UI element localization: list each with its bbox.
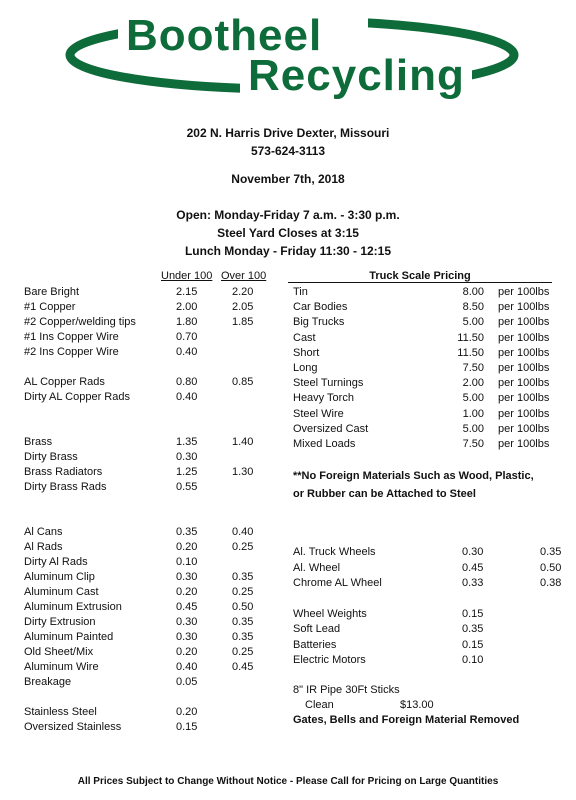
truck-unit: per 100lbs	[498, 422, 550, 435]
truck-scale-row	[0, 407, 576, 422]
price-under-100: 0.20	[176, 706, 198, 718]
truck-price: 8.00	[462, 286, 484, 298]
price-under-100: 0.80	[176, 376, 198, 388]
steel-yard-hours: Steel Yard Closes at 3:15	[217, 226, 359, 240]
price-over-100: 1.85	[232, 316, 254, 328]
material-name: AL Copper Rads	[24, 376, 105, 388]
wheel-price-b: 0.35	[540, 546, 562, 558]
bootheel-recycling-logo	[0, 0, 576, 105]
material-name: #2 Ins Copper Wire	[24, 346, 119, 358]
truck-price: 11.50	[457, 346, 484, 359]
misc-row	[0, 622, 576, 637]
truck-unit: per 100lbs	[498, 377, 550, 390]
misc-name: Batteries	[293, 638, 337, 651]
wheel-row	[0, 545, 576, 560]
truck-unit: per 100lbs	[498, 407, 550, 420]
price-over-100: 1.40	[232, 436, 254, 448]
truck-material-name: Mixed Loads	[293, 438, 356, 450]
truck-price: 8.50	[462, 301, 484, 314]
price-under-100: 1.80	[176, 316, 198, 328]
price-under-100: 0.40	[176, 346, 198, 358]
truck-price: 5.00	[462, 422, 484, 435]
price-over-100: 2.05	[232, 301, 254, 313]
truck-unit: per 100lbs	[498, 301, 550, 314]
phone: 573-624-3113	[250, 144, 326, 158]
price-row	[0, 525, 576, 540]
material-name: #2 Copper/welding tips	[24, 316, 136, 328]
material-name: Brass	[24, 436, 53, 448]
price-under-100: 2.00	[176, 301, 198, 313]
truck-material-name: Oversized Cast	[293, 422, 369, 435]
truck-price: 5.00	[462, 392, 484, 405]
price-over-100: 0.45	[232, 661, 254, 673]
price-under-100: 2.15	[176, 286, 198, 298]
truck-unit: per 100lbs	[498, 346, 550, 359]
wheel-name: Chrome AL Wheel	[293, 577, 382, 589]
truck-unit: per 100lbs	[498, 316, 550, 329]
price-under-100: 0.70	[176, 331, 198, 343]
open-hours: Open: Monday-Friday 7 a.m. - 3:30 p.m.	[176, 208, 400, 222]
price-row	[0, 450, 576, 465]
material-name: Aluminum Cast	[24, 586, 99, 598]
material-name: Aluminum Extrusion	[24, 601, 122, 613]
truck-price: 1.00	[462, 407, 484, 420]
misc-row	[0, 653, 576, 668]
price-over-100: 0.35	[232, 631, 254, 643]
truck-price: 5.00	[462, 316, 484, 329]
wheel-price-a: 0.30	[462, 546, 484, 558]
logo-text-bootheel: Bootheel	[126, 11, 323, 60]
material-name: Brass Radiators	[24, 466, 103, 478]
truck-scale-row	[0, 300, 576, 315]
lunch-hours: Lunch Monday - Friday 11:30 - 12:15	[184, 244, 392, 258]
price-under-100: 0.15	[176, 721, 198, 733]
address-block	[0, 124, 576, 160]
wheel-price-b: 0.38	[540, 577, 562, 589]
material-name: Aluminum Wire	[24, 661, 99, 673]
misc-name: Soft Lead	[293, 623, 341, 636]
wheel-name: Al. Wheel	[293, 561, 341, 574]
pipe-title: 8" IR Pipe 30Ft Sticks	[293, 684, 400, 696]
material-name: Dirty Al Rads	[24, 556, 88, 568]
material-name: #1 Copper	[24, 301, 76, 313]
wheel-price-a: 0.45	[462, 561, 484, 574]
price-under-100: 0.30	[176, 571, 198, 583]
price-over-100: 0.35	[232, 616, 254, 628]
truck-material-name: Tin	[293, 286, 308, 298]
price-under-100: 0.55	[176, 481, 198, 493]
price-under-100: 0.30	[176, 631, 198, 643]
under-100-header: Under 100	[161, 270, 213, 282]
truck-unit: per 100lbs	[498, 392, 550, 405]
truck-scale-row	[0, 376, 576, 391]
truck-material-name: Car Bodies	[293, 301, 348, 314]
foreign-materials-note: **No Foreign Materials Such as Wood, Plastic, or Rubber can be Attached to Steel	[293, 470, 534, 500]
material-name: Aluminum Painted	[24, 631, 114, 643]
truck-scale-row	[0, 315, 576, 330]
misc-price: 0.35	[462, 623, 484, 636]
truck-scale-row	[0, 346, 576, 361]
truck-price: 7.50	[462, 362, 484, 374]
misc-row	[0, 607, 576, 622]
price-under-100: 0.40	[176, 661, 198, 673]
over-100-header: Over 100	[221, 270, 267, 282]
misc-name: Wheel Weights	[293, 608, 367, 620]
misc-price: 0.15	[462, 608, 484, 620]
price-under-100: 0.30	[176, 451, 198, 463]
price-over-100: 0.25	[232, 541, 254, 553]
truck-scale-row	[0, 391, 576, 406]
misc-price: 0.10	[462, 653, 484, 666]
price-under-100: 0.45	[176, 601, 198, 613]
truck-material-name: Steel Turnings	[293, 377, 364, 390]
price-under-100: 1.25	[176, 466, 198, 478]
footer-disclaimer: All Prices Subject to Change Without Notice - Please Call for Pricing on Large Quantities	[77, 776, 499, 787]
hours-block	[0, 206, 576, 260]
wheel-row	[0, 576, 576, 591]
price-under-100: 0.20	[176, 646, 198, 658]
material-name: #1 Ins Copper Wire	[24, 331, 119, 343]
price-under-100: 0.20	[176, 586, 198, 598]
truck-unit: per 100lbs	[498, 362, 550, 374]
price-over-100: 2.20	[232, 286, 254, 298]
material-name: Al Rads	[24, 541, 63, 553]
price-over-100: 1.30	[232, 466, 254, 478]
misc-price: 0.15	[462, 638, 484, 651]
truck-scale-row	[0, 437, 576, 452]
wheel-row	[0, 561, 576, 576]
misc-name: Electric Motors	[293, 653, 366, 666]
truck-price: 2.00	[462, 377, 484, 390]
price-under-100: 0.10	[176, 556, 198, 568]
logo-text-recycling: Recycling	[248, 51, 465, 100]
truck-unit: per 100lbs	[498, 286, 550, 298]
truck-scale-row	[0, 331, 576, 346]
wheel-name: Al. Truck Wheels	[293, 546, 376, 558]
truck-scale-header: Truck Scale Pricing	[288, 270, 552, 283]
price-under-100: 0.40	[176, 391, 198, 403]
price-under-100: 0.35	[176, 526, 198, 538]
price-under-100: 0.30	[176, 616, 198, 628]
truck-scale-row	[0, 361, 576, 376]
price-under-100: 0.20	[176, 541, 198, 553]
price-over-100: 0.40	[232, 526, 254, 538]
price-over-100: 0.25	[232, 646, 254, 658]
price-over-100: 0.50	[232, 601, 254, 613]
material-name: Dirty AL Copper Rads	[24, 391, 130, 403]
truck-price: 7.50	[462, 438, 484, 450]
material-name: Stainless Steel	[24, 706, 97, 718]
material-name: Old Sheet/Mix	[24, 646, 94, 658]
price-under-100: 0.05	[176, 676, 198, 688]
misc-row	[0, 638, 576, 653]
material-name: Breakage	[24, 676, 72, 688]
truck-material-name: Steel Wire	[293, 407, 344, 420]
truck-unit: per 100lbs	[498, 331, 550, 344]
material-name: Bare Bright	[24, 286, 80, 298]
truck-unit: per 100lbs	[498, 438, 550, 450]
material-name: Dirty Extrusion	[24, 616, 96, 628]
price-under-100: 1.35	[176, 436, 198, 448]
price-over-100: 0.25	[232, 586, 254, 598]
price-over-100: 0.35	[232, 571, 254, 583]
wheel-price-a: 0.33	[462, 577, 484, 589]
wheel-price-b: 0.50	[540, 561, 562, 574]
material-name: Oversized Stainless	[24, 721, 122, 733]
price-date: November 7th, 2018	[231, 172, 345, 186]
material-name: Al Cans	[24, 526, 63, 538]
truck-scale-row	[0, 422, 576, 437]
price-over-100: 0.85	[232, 376, 254, 388]
material-name: Aluminum Clip	[24, 571, 95, 583]
price-row	[0, 675, 576, 690]
truck-material-name: Long	[293, 362, 318, 374]
pipe-note: Gates, Bells and Foreign Material Removed	[293, 714, 520, 726]
truck-material-name: Cast	[293, 331, 316, 344]
pipe-clean-price: $13.00	[400, 699, 434, 711]
material-name: Dirty Brass	[24, 451, 78, 463]
truck-material-name: Heavy Torch	[293, 392, 354, 405]
pipe-clean-label: Clean	[305, 699, 334, 711]
truck-scale-row	[0, 285, 576, 300]
truck-material-name: Short	[293, 346, 320, 359]
address: 202 N. Harris Drive Dexter, Missouri	[186, 126, 390, 140]
truck-material-name: Big Trucks	[293, 316, 345, 329]
truck-price: 11.50	[457, 331, 484, 344]
material-name: Dirty Brass Rads	[24, 481, 107, 493]
